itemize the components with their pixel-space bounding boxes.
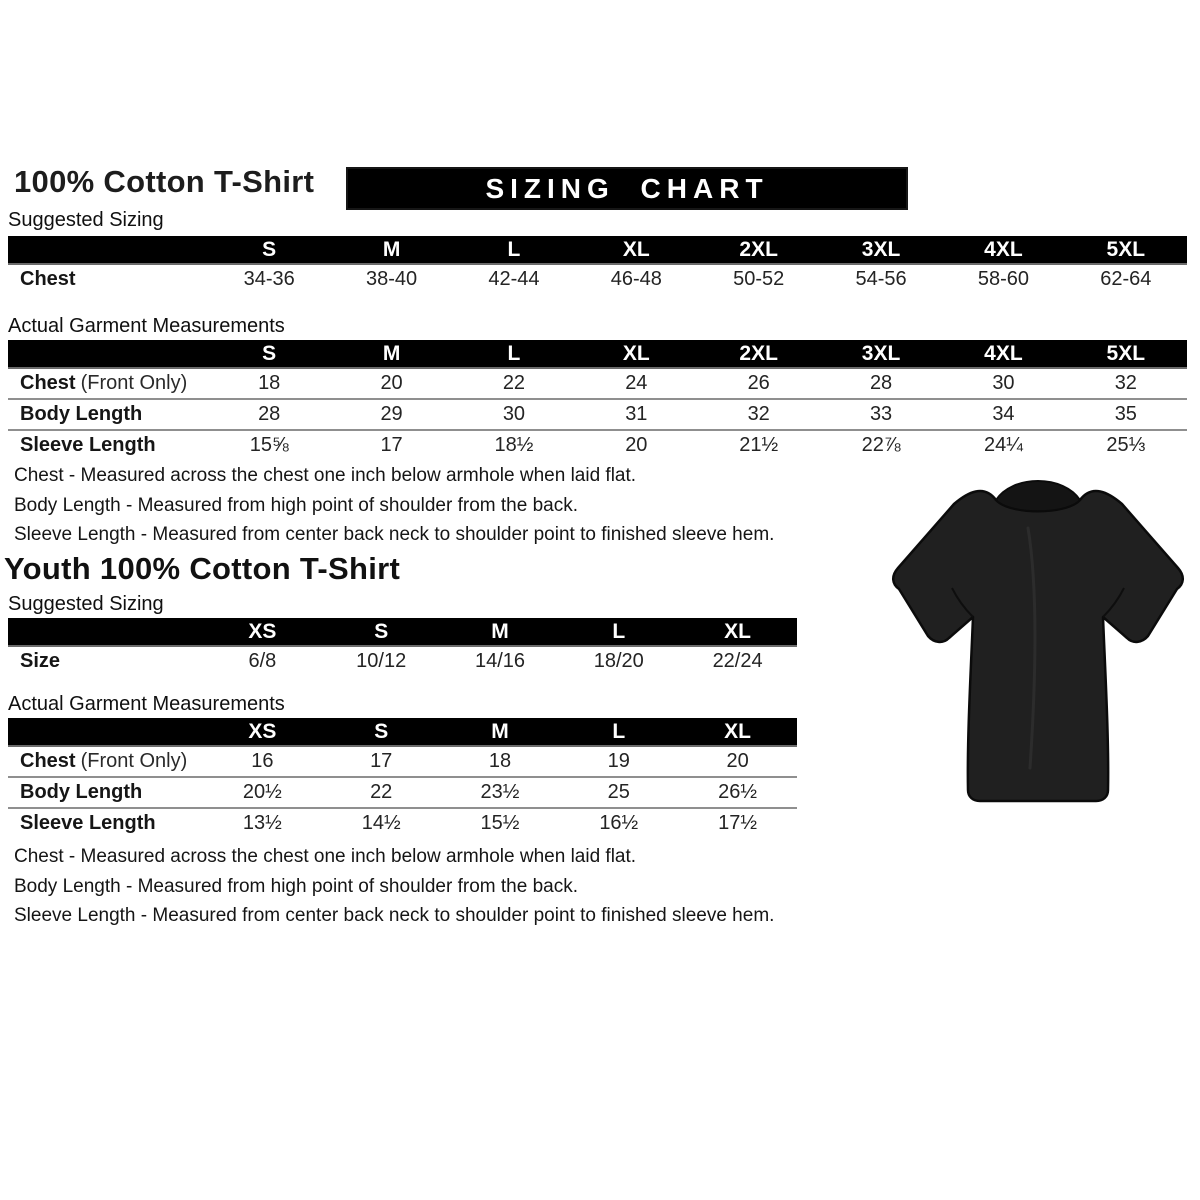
youth-measurement-notes bbox=[14, 842, 774, 931]
table-row-body-length bbox=[8, 399, 1187, 430]
size-column-header: XL bbox=[678, 618, 797, 646]
measurement-cell: 24¼ bbox=[983, 434, 1023, 456]
size-column-header: M bbox=[441, 718, 560, 746]
measurement-cell: 20 bbox=[625, 434, 648, 456]
size-column-header: XL bbox=[575, 236, 697, 264]
tshirt-collar-shape bbox=[996, 481, 1080, 511]
table-row-chest bbox=[8, 368, 1187, 399]
size-header-row bbox=[8, 618, 797, 646]
measurement-cell: 14½ bbox=[361, 812, 401, 834]
table-row-sleeve-length bbox=[8, 808, 797, 838]
row-label bbox=[8, 777, 203, 808]
measurement-cell: 20 bbox=[726, 750, 749, 772]
adult-measurement-notes bbox=[14, 461, 774, 550]
table-row-chest bbox=[8, 264, 1187, 294]
row-label-text: Chest bbox=[20, 268, 76, 290]
measurement-cell: 24 bbox=[625, 372, 648, 394]
row-label bbox=[8, 746, 203, 777]
measurement-cell: 25 bbox=[607, 781, 630, 803]
measurement-cell: 29 bbox=[380, 403, 403, 425]
note-line: Chest - Measured across the chest one inch below armhole when laid flat. bbox=[14, 465, 637, 486]
measurement-cell: 46-48 bbox=[610, 268, 662, 290]
measurement-cell: 10/12 bbox=[356, 650, 407, 672]
size-header-row bbox=[8, 236, 1187, 264]
empty-header-cell bbox=[8, 236, 208, 264]
adult-suggested-sizing-label: Suggested Sizing bbox=[8, 209, 164, 231]
empty-header-cell bbox=[8, 340, 208, 368]
row-label-text: Body Length bbox=[20, 781, 143, 803]
measurement-cell: 6/8 bbox=[248, 650, 277, 672]
row-label bbox=[8, 368, 208, 399]
sizing-chart-banner-text: SIZING CHART bbox=[485, 172, 769, 204]
measurement-cell: 17½ bbox=[718, 812, 758, 834]
size-header-row bbox=[8, 340, 1187, 368]
measurement-cell: 22⅞ bbox=[861, 434, 901, 456]
empty-header-cell bbox=[8, 618, 203, 646]
row-label bbox=[8, 808, 203, 838]
table-row-sleeve-length bbox=[8, 430, 1187, 460]
measurement-cell: 19 bbox=[607, 750, 630, 772]
measurement-cell: 17 bbox=[370, 750, 393, 772]
measurement-cell: 38-40 bbox=[365, 268, 418, 290]
row-label-text: Size bbox=[20, 650, 61, 672]
measurement-cell: 28 bbox=[258, 403, 281, 425]
size-column-header: M bbox=[441, 618, 560, 646]
measurement-cell: 31 bbox=[625, 403, 648, 425]
measurement-cell: 33 bbox=[869, 403, 893, 425]
size-column-header: S bbox=[322, 718, 441, 746]
size-column-header: M bbox=[330, 340, 452, 368]
row-label bbox=[8, 264, 208, 294]
note-line: Sleeve Length - Measured from center back neck to shoulder point to finished sleeve hem. bbox=[14, 905, 775, 926]
measurement-cell: 35 bbox=[1114, 403, 1137, 425]
size-column-header: L bbox=[453, 236, 575, 264]
size-column-header: M bbox=[330, 236, 452, 264]
row-label bbox=[8, 646, 203, 676]
measurement-cell: 15⅝ bbox=[249, 434, 289, 456]
measurement-cell: 32 bbox=[1114, 372, 1137, 394]
size-column-header: S bbox=[208, 340, 330, 368]
size-column-header: XL bbox=[575, 340, 697, 368]
measurement-cell: 34 bbox=[992, 403, 1015, 425]
measurement-cell: 28 bbox=[869, 372, 893, 394]
measurement-cell: 42-44 bbox=[488, 268, 540, 290]
size-column-header: XL bbox=[678, 718, 797, 746]
measurement-cell: 14/16 bbox=[474, 650, 526, 672]
measurement-cell: 32 bbox=[747, 403, 770, 425]
row-label bbox=[8, 430, 208, 460]
measurement-cell: 20½ bbox=[242, 781, 282, 803]
measurement-cell: 13½ bbox=[242, 812, 282, 834]
row-label-text: Chest bbox=[20, 372, 76, 394]
table-row-size bbox=[8, 646, 797, 676]
black-tshirt-image bbox=[878, 468, 1198, 808]
empty-header-cell bbox=[8, 718, 203, 746]
youth-actual-measurements-label: Actual Garment Measurements bbox=[8, 693, 285, 715]
measurement-cell: 16½ bbox=[599, 812, 639, 834]
note-line: Chest - Measured across the chest one inch below armhole when laid flat. bbox=[14, 846, 637, 867]
row-label-text: Chest bbox=[20, 750, 76, 772]
measurement-cell: 26 bbox=[747, 372, 770, 394]
youth-suggested-sizing-table bbox=[8, 618, 797, 676]
size-header-row bbox=[8, 718, 797, 746]
row-label bbox=[8, 399, 208, 430]
measurement-cell: 62-64 bbox=[1100, 268, 1152, 290]
adult-actual-measurements-table bbox=[8, 340, 1187, 460]
size-column-header: XS bbox=[203, 718, 322, 746]
size-column-header: L bbox=[453, 340, 575, 368]
size-column-header: 5XL bbox=[1065, 340, 1187, 368]
measurement-cell: 23½ bbox=[480, 781, 520, 803]
measurement-cell: 26½ bbox=[718, 781, 758, 803]
size-column-header: 4XL bbox=[942, 340, 1064, 368]
note-line: Body Length - Measured from high point of shoulder from the back. bbox=[14, 494, 578, 516]
measurement-cell: 30 bbox=[992, 372, 1015, 394]
measurement-cell: 18½ bbox=[494, 434, 534, 456]
measurement-cell: 54-56 bbox=[855, 268, 907, 290]
measurement-cell: 18 bbox=[258, 372, 281, 394]
measurement-cell: 50-52 bbox=[733, 268, 785, 290]
youth-actual-measurements-table bbox=[8, 718, 797, 838]
size-column-header: S bbox=[322, 618, 441, 646]
row-label-text: Sleeve Length bbox=[20, 434, 156, 456]
tshirt-graphic bbox=[878, 468, 1198, 808]
tshirt-body-shape bbox=[893, 491, 1183, 801]
size-column-header: XS bbox=[203, 618, 322, 646]
sizing-chart-banner bbox=[346, 167, 908, 210]
youth-suggested-sizing-label: Suggested Sizing bbox=[8, 593, 164, 615]
size-column-header: 5XL bbox=[1065, 236, 1187, 264]
measurement-cell: 22 bbox=[502, 372, 526, 394]
row-label-text: Sleeve Length bbox=[20, 812, 156, 834]
adult-suggested-sizing-table bbox=[8, 236, 1187, 294]
measurement-cell: 34-36 bbox=[243, 268, 295, 290]
measurement-cell: 22/24 bbox=[712, 650, 763, 672]
measurement-cell: 30 bbox=[502, 403, 526, 425]
measurement-cell: 16 bbox=[251, 750, 274, 772]
measurement-cell: 17 bbox=[380, 434, 403, 456]
adult-actual-measurements-label: Actual Garment Measurements bbox=[8, 315, 285, 337]
size-column-header: 2XL bbox=[698, 236, 820, 264]
youth-title: Youth 100% Cotton T-Shirt bbox=[4, 551, 401, 586]
measurement-cell: 21½ bbox=[739, 434, 779, 456]
size-column-header: L bbox=[559, 718, 678, 746]
size-column-header: 2XL bbox=[698, 340, 820, 368]
table-row-chest bbox=[8, 746, 797, 777]
measurement-cell: 25⅓ bbox=[1106, 434, 1146, 456]
size-column-header: 3XL bbox=[820, 340, 942, 368]
measurement-cell: 58-60 bbox=[977, 268, 1030, 290]
note-line: Sleeve Length - Measured from center back neck to shoulder point to finished sleeve hem. bbox=[14, 524, 775, 545]
measurement-cell: 18/20 bbox=[593, 650, 644, 672]
page-title: 100% Cotton T-Shirt bbox=[14, 164, 315, 199]
measurement-cell: 22 bbox=[370, 781, 393, 803]
measurement-cell: 18 bbox=[488, 750, 512, 772]
note-line: Body Length - Measured from high point of shoulder from the back. bbox=[14, 875, 578, 897]
size-column-header: L bbox=[559, 618, 678, 646]
row-label-text: Body Length bbox=[20, 403, 143, 425]
measurement-cell: 15½ bbox=[480, 812, 520, 834]
size-column-header: 4XL bbox=[942, 236, 1064, 264]
size-column-header: 3XL bbox=[820, 236, 942, 264]
row-label-suffix: (Front Only) bbox=[80, 750, 188, 772]
row-label-suffix: (Front Only) bbox=[80, 372, 188, 394]
table-row-body-length bbox=[8, 777, 797, 808]
measurement-cell: 20 bbox=[380, 372, 403, 394]
size-column-header: S bbox=[208, 236, 330, 264]
